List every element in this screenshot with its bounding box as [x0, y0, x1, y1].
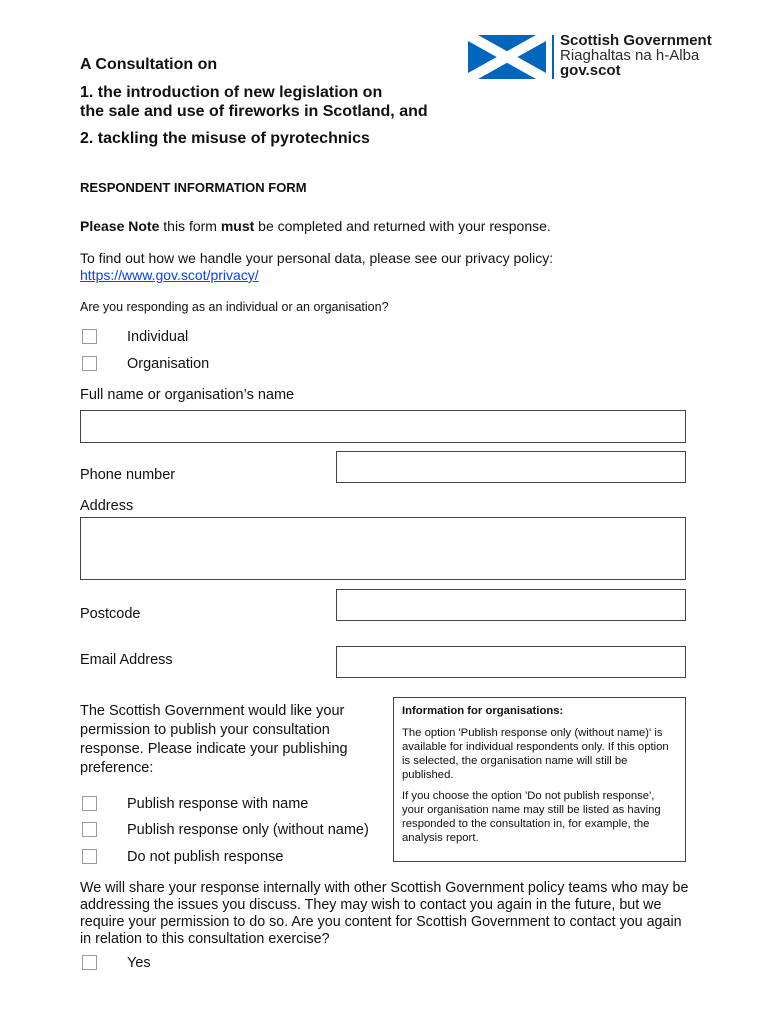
- do-not-publish-checkbox[interactable]: [82, 849, 97, 864]
- logo-line-english: Scottish Government: [560, 33, 712, 48]
- logo-line-govscot: gov.scot: [560, 63, 621, 78]
- info-box-para1: The option 'Publish response only (without name)' is available for individual respondents only. If this option is selected, the organisation name will still be published.: [402, 727, 669, 781]
- note-bold-must: must: [220, 218, 255, 234]
- address-label: Address: [80, 498, 134, 514]
- info-box-title: Information for organisations:: [402, 705, 564, 717]
- publish-with-name-label: Publish response with name: [127, 796, 309, 812]
- do-not-publish-label: Do not publish response: [127, 849, 284, 865]
- saltire-flag-icon: [468, 35, 546, 79]
- please-note: [80, 218, 680, 235]
- page-title-line2b: the sale and use of fireworks in Scotland, and: [80, 103, 428, 120]
- page-title-line3: 2. tackling the misuse of pyrotechnics: [80, 130, 370, 147]
- organisation-option-label: Organisation: [127, 356, 210, 372]
- postcode-label: Postcode: [80, 606, 141, 622]
- contact-yes-label: Yes: [127, 955, 151, 971]
- publish-with-name-checkbox[interactable]: [82, 796, 97, 811]
- share-paragraph: We will share your response internally with other Scottish Government policy teams who may be addressing the issues you discuss. They may wish to contact you again in the future, but we require your permission to do so. Are you content for Scottish Government to contact you again in relation to this consultation exercise?: [80, 880, 689, 947]
- logo-divider: [552, 35, 554, 79]
- privacy-text: To find out how we handle your personal data, please see our privacy policy:: [80, 250, 554, 266]
- postcode-input[interactable]: [336, 589, 686, 621]
- info-box-para2: If you choose the option 'Do not publish response', your organisation name may still be listed as having responded to the consultation in, for example, the analysis report.: [402, 790, 661, 844]
- respondent-question: Are you responding as an individual or an organisation?: [80, 300, 389, 314]
- organisation-info-box: [393, 697, 686, 862]
- email-label: Email Address: [80, 652, 173, 668]
- note-text2: be completed and returned with your response.: [254, 218, 551, 234]
- publish-without-name-label: Publish response only (without name): [127, 822, 369, 838]
- note-bold-please-note: Please Note: [80, 218, 160, 234]
- individual-checkbox[interactable]: [82, 329, 97, 344]
- publish-intro: The Scottish Government would like your permission to publish your consultation response. Please indicate your publishing preference:: [80, 703, 348, 776]
- phone-input[interactable]: [336, 451, 686, 483]
- scottish-government-logo: [560, 33, 740, 78]
- organisation-checkbox[interactable]: [82, 356, 97, 371]
- note-text1: this form: [159, 218, 221, 234]
- full-name-label: Full name or organisation’s name: [80, 387, 295, 403]
- email-input[interactable]: [336, 646, 686, 678]
- individual-option-label: Individual: [127, 329, 189, 345]
- full-name-input[interactable]: [80, 410, 686, 443]
- logo-line-gaelic: Riaghaltas na h-Alba: [560, 48, 700, 63]
- publish-without-name-checkbox[interactable]: [82, 822, 97, 837]
- address-input[interactable]: [80, 517, 686, 580]
- page-title-line1: A Consultation on: [80, 56, 218, 73]
- page-title-line2a: 1. the introduction of new legislation on: [80, 84, 383, 101]
- privacy-paragraph: [80, 250, 680, 284]
- privacy-policy-link[interactable]: https://www.gov.scot/privacy/: [80, 267, 259, 283]
- contact-yes-checkbox[interactable]: [82, 955, 97, 970]
- phone-label: Phone number: [80, 467, 176, 483]
- section-heading: RESPONDENT INFORMATION FORM: [80, 180, 307, 195]
